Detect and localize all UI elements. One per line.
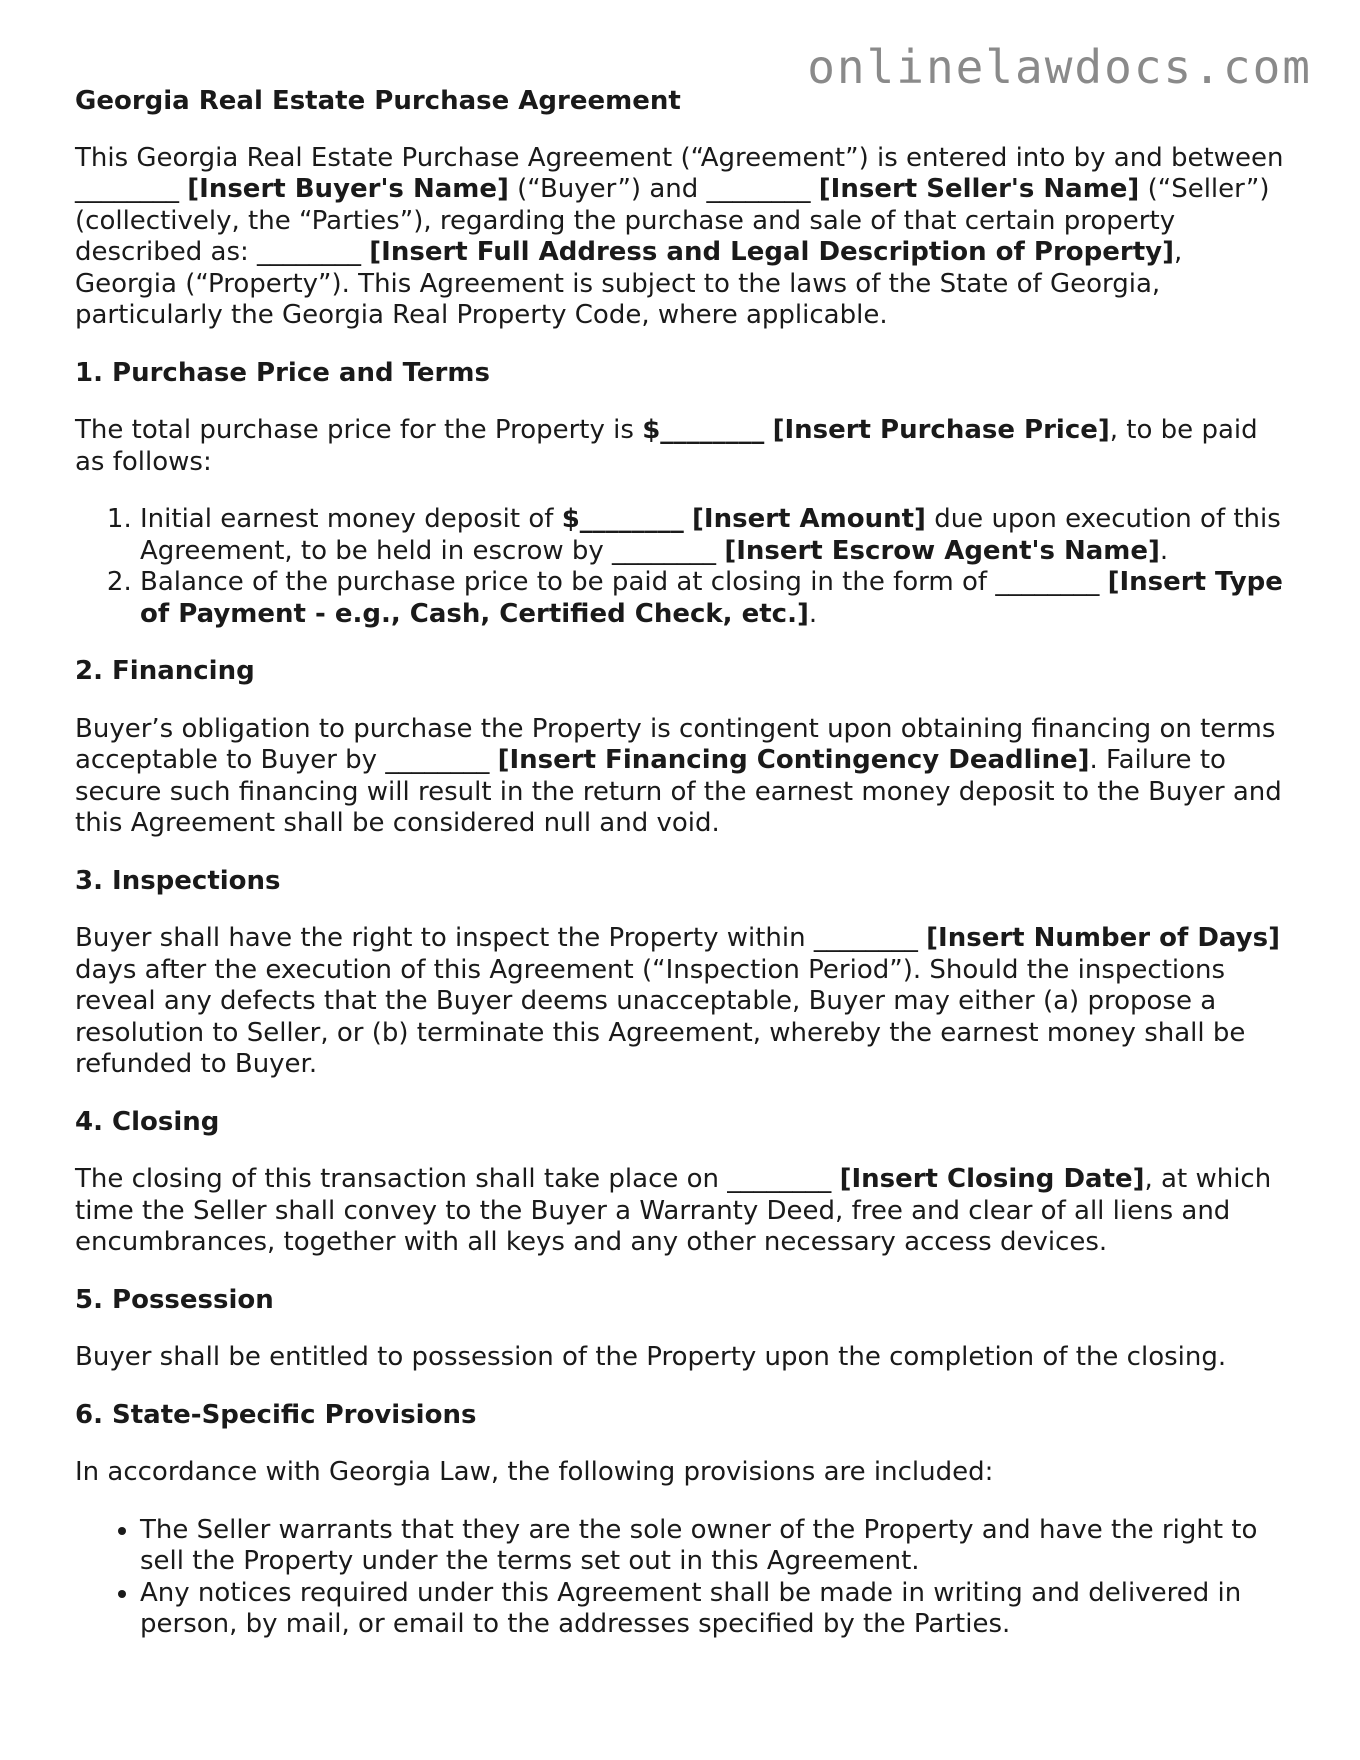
financing-deadline-placeholder: [Insert Financing Contingency Deadline] [497, 745, 1090, 775]
section-heading-state-provisions: 6. State-Specific Provisions [75, 1399, 477, 1430]
possession-paragraph: Buyer shall be entitled to possession of the Property upon the completion of the closing. [75, 1342, 1227, 1372]
escrow-agent-placeholder: [Insert Escrow Agent's Name] [724, 535, 1160, 566]
purchase-price-paragraph: The total purchase price for the Property is $________ [Insert Purchase Price], to be paid as follows: [75, 415, 1258, 477]
financing-paragraph: Buyer’s obligation to purchase the Property is contingent upon obtaining financing on terms acceptable to Buyer by ________ [Insert Financing Contingency Deadline]. Failure to secure such financing will result in the return of the earnest money deposit to the Buyer and this Agreement shall be considered null and void. [75, 713, 1282, 838]
payment-type-placeholder: [Insert Type of Payment - e.g., Cash, Certified Check, etc.] [140, 567, 1283, 629]
document-title: Georgia Real Estate Purchase Agreement [75, 86, 681, 116]
list-item: • Any notices required under this Agreement shall be made in writing and delivered in person, by mail, or email to the addresses specified by the Parties. [140, 1578, 1287, 1641]
list-item: 1. Initial earnest money deposit of $________ [Insert Amount] due upon execution of this Agreement, to be held in escrow by ________ [Insert Escrow Agent's Name]. [140, 504, 1287, 567]
inspections-paragraph: Buyer shall have the right to inspect the Property within ________ [Insert Number of Days] days after the execution of this Agreement (“Inspection Period”). Should the inspections reveal any defects that the Buyer deems unacceptable, Buyer may either (a) propose a resolution to Seller, or (b) terminate this Agreement, whereby the earnest money shall be refunded to Buyer. [75, 923, 1280, 1079]
seller-name-placeholder: [Insert Seller's Name] [818, 174, 1140, 204]
section-heading-purchase-price: 1. Purchase Price and Terms [75, 357, 490, 388]
list-item: 2. Balance of the purchase price to be paid at closing in the form of ________ [Insert Type of Payment - e.g., Cash, Certified Check, etc.]. [140, 567, 1287, 630]
state-provisions-paragraph: In accordance with Georgia Law, the following provisions are included: [75, 1457, 994, 1487]
section-heading-inspections: 3. Inspections [75, 865, 281, 896]
document-page [75, 86, 1287, 1641]
section-heading-closing: 4. Closing [75, 1106, 220, 1137]
buyer-name-placeholder: [Insert Buyer's Name] [187, 174, 509, 204]
inspection-days-placeholder: [Insert Number of Days] [926, 923, 1280, 953]
purchase-price-placeholder: [Insert Purchase Price] [772, 415, 1110, 445]
closing-paragraph: The closing of this transaction shall take place on ________ [Insert Closing Date], at which time the Seller shall convey to the Buyer a Warranty Deed, free and clear of all liens and encumbrances, together with all keys and any other necessary access devices. [75, 1164, 1272, 1257]
list-item: • The Seller warrants that they are the sole owner of the Property and have the right to sell the Property under the terms set out in this Agreement. [140, 1515, 1287, 1578]
site-watermark: onlinelawdocs.com [807, 40, 1312, 94]
section-heading-financing: 2. Financing [75, 656, 255, 686]
closing-date-placeholder: [Insert Closing Date] [839, 1164, 1145, 1194]
section-heading-possession: 5. Possession [75, 1284, 274, 1315]
payment-terms-list [75, 504, 1287, 630]
intro-paragraph: This Georgia Real Estate Purchase Agreement (“Agreement”) is entered into by and between ________ [Insert Buyer's Name] (“Buyer”) and ________ [Insert Seller's Name] (“Seller”) (collectively, the “Parties”), regarding the purchase and sale of that certain property described as: ________ [Insert Full Address and Legal Description of Property], Georgia (“Property”). This Agreement is subject to the laws of the State of Georgia, particularly the Georgia Real Property Code, where applicable. [75, 142, 1284, 330]
state-provisions-list [75, 1515, 1287, 1641]
property-description-placeholder: [Insert Full Address and Legal Description of Property] [369, 237, 1174, 267]
deposit-amount-placeholder: [Insert Amount] [692, 504, 926, 534]
